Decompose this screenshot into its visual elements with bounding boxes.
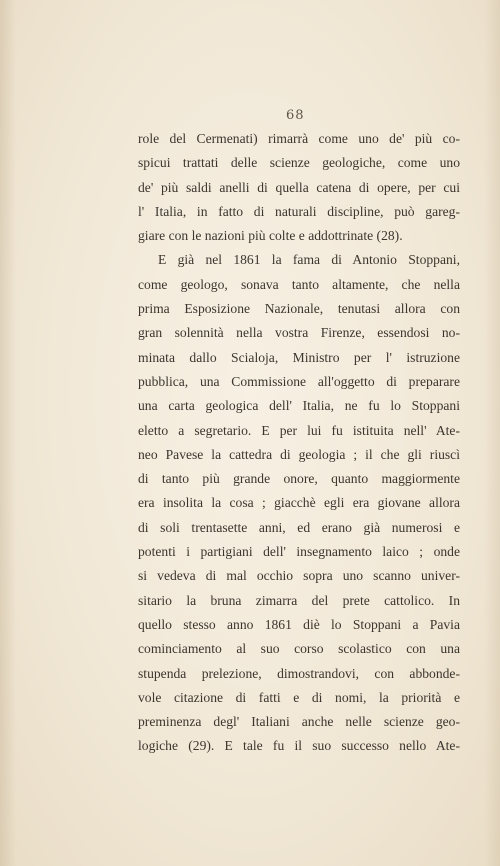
text-line: quello stesso anno 1861 diè lo Stoppani a Pavia	[138, 616, 460, 632]
text-line: eletto a segretario. E per lui fu istituita nell' Ate-	[138, 422, 460, 438]
text-line: vole citazione di fatti e di nomi, la priorità e	[138, 689, 460, 705]
text-line: spicui trattati delle scienze geologiche, come uno	[138, 155, 460, 171]
text-line: de' più saldi anelli di quella catena di opere, per cui	[138, 179, 460, 195]
text-line: era insolita la cosa ; giacchè egli era giovane allora	[138, 495, 460, 511]
text-line: minata dallo Scialoja, Ministro per l' istruzione	[138, 349, 460, 365]
text-line: E già nel 1861 la fama di Antonio Stoppani,	[158, 252, 460, 268]
text-line: l' Italia, in fatto di naturali discipline, può gareg-	[138, 203, 460, 219]
text-line: sitario la bruna zimarra del prete cattolico. In	[138, 592, 460, 608]
text-line: potenti i partigiani dell' insegnamento laico ; onde	[138, 544, 460, 560]
text-line: di soli trentasette anni, ed erano già numerosi e	[138, 519, 460, 535]
text-line: di tanto più grande onore, quanto maggiormente	[138, 471, 460, 487]
text-line: role del Cermenati) rimarrà come uno de' più co-	[138, 131, 460, 146]
text-line: come geologo, sonava tanto altamente, che nella	[138, 276, 460, 292]
page-edge-shadow-right	[484, 0, 500, 866]
text-line: neo Pavese la cattedra di geologia ; il che gli riuscì	[138, 446, 460, 462]
page-number: 68	[286, 108, 305, 123]
text-line: giare con le nazioni più colte e addottrinate (28).	[138, 228, 403, 244]
text-line: logiche (29). E tale fu il suo successo nello Ate-	[138, 738, 460, 754]
text-line: stupenda prelezione, dimostrandovi, con abbonde-	[138, 665, 460, 681]
page-edge-shadow-left	[0, 0, 16, 866]
text-line: una carta geologica dell' Italia, ne fu lo Stoppani	[138, 398, 460, 414]
text-line: gran solennità nella vostra Firenze, essendosi no-	[138, 325, 460, 341]
text-line: pubblica, una Commissione all'oggetto di preparare	[138, 373, 460, 389]
body-text	[138, 127, 460, 759]
text-line: si vedeva di mal occhio sopra uno scanno univer-	[138, 568, 460, 584]
text-line: preminenza degl' Italiani anche nelle scienze geo-	[138, 714, 460, 730]
text-line: cominciamento al suo corso scolastico con una	[138, 641, 460, 657]
text-line: prima Esposizione Nazionale, tenutasi allora con	[138, 301, 460, 317]
